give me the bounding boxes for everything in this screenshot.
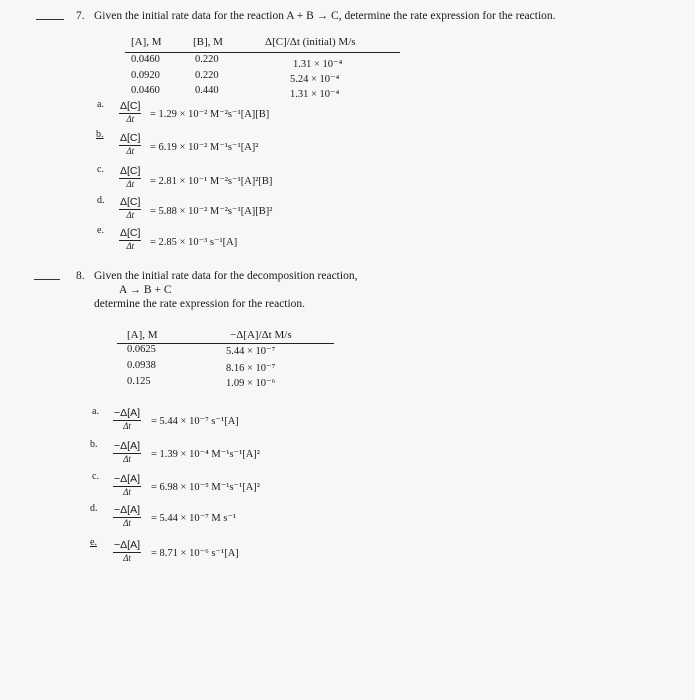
q7-choice-d-den: Δt <box>126 209 135 220</box>
q7-choice-d-num: Δ[C] <box>120 196 141 208</box>
q8-choice-a-expression: = 5.44 × 10⁻⁷ s⁻¹[A] <box>151 416 239 427</box>
q8-row2-a: 0.0938 <box>127 360 156 371</box>
q8-choice-e-expression: = 8.71 × 10⁻⁶ s⁻¹[A] <box>151 548 239 559</box>
q7-choice-e-letter: e. <box>97 225 104 236</box>
q8-header-rate: −Δ[A]/Δt M/s <box>230 329 292 341</box>
q7-choice-c-letter: c. <box>97 164 104 175</box>
q7-choice-b-letter: b. <box>96 129 104 140</box>
q8-choice-e-num: −Δ[A] <box>114 539 140 551</box>
q7-header-b: [B], M <box>193 36 223 48</box>
q7-header-rate: Δ[C]/Δt (initial) M/s <box>265 36 356 48</box>
q8-choice-c-expression: = 6.98 × 10⁻⁵ M⁻¹s⁻¹[A]² <box>151 482 260 493</box>
q8-row3-rate: 1.09 × 10⁻⁶ <box>226 378 276 389</box>
q8-choice-c-den: Δt <box>123 486 131 497</box>
q8-choice-b-expression: = 1.39 × 10⁻⁴ M⁻¹s⁻¹[A]² <box>151 449 260 460</box>
q8-choice-a-num: −Δ[A] <box>114 407 140 419</box>
q7-row2-rate: 5.24 × 10⁻⁴ <box>290 74 340 85</box>
q8-choice-d-fraction <box>113 505 141 528</box>
q7-choice-e-fraction <box>119 228 141 251</box>
q7-table-rule <box>125 52 400 53</box>
q8-choice-e-letter: e. <box>90 537 97 548</box>
q8-choice-c-num: −Δ[A] <box>114 473 140 485</box>
q8-choice-e-fraction <box>113 540 141 563</box>
q8-choice-d-den: Δt <box>123 517 131 528</box>
q7-question-text: Given the initial rate data for the reaction A + B → C, determine the rate expression for the reaction. <box>94 10 556 22</box>
q7-choice-d-expression: = 5.88 × 10⁻² M⁻²s⁻¹[A][B]² <box>150 206 273 217</box>
q7-choice-b-fraction <box>119 133 141 156</box>
q7-choice-e-den: Δt <box>126 240 135 251</box>
q8-choice-c-letter: c. <box>92 471 99 482</box>
q7-choice-d-fraction <box>119 197 141 220</box>
q7-choice-d-letter: d. <box>97 195 105 206</box>
q8-row2-rate: 8.16 × 10⁻⁷ <box>226 363 276 374</box>
q8-choice-b-fraction <box>113 441 141 464</box>
q7-choice-c-num: Δ[C] <box>120 165 141 177</box>
q7-choice-a-num: Δ[C] <box>120 100 141 112</box>
q8-number: 8. <box>76 270 85 282</box>
q8-answer-blank[interactable] <box>34 279 60 280</box>
q7-answer-blank[interactable] <box>36 19 64 20</box>
q8-choice-a-den: Δt <box>123 420 131 431</box>
q8-choice-a-letter: a. <box>92 406 99 417</box>
q8-row1-a: 0.0625 <box>127 344 156 355</box>
q7-row1-a: 0.0460 <box>131 54 160 65</box>
q7-choice-b-expression: = 6.19 × 10⁻² M⁻¹s⁻¹[A]² <box>150 142 259 153</box>
q8-choice-b-letter: b. <box>90 439 98 450</box>
q7-choice-a-den: Δt <box>126 113 135 124</box>
q7-choice-e-num: Δ[C] <box>120 227 141 239</box>
q7-choice-a-fraction <box>119 101 141 124</box>
q7-choice-c-den: Δt <box>126 178 135 189</box>
q7-choice-b-num: Δ[C] <box>120 132 141 144</box>
q8-choice-b-num: −Δ[A] <box>114 440 140 452</box>
q8-row1-rate: 5.44 × 10⁻⁷ <box>226 346 276 357</box>
q8-choice-d-num: −Δ[A] <box>114 504 140 516</box>
q7-row2-a: 0.0920 <box>131 70 160 81</box>
q7-row3-b: 0.440 <box>195 85 219 96</box>
q7-header-a: [A], M <box>131 36 162 48</box>
q7-choice-a-expression: = 1.29 × 10⁻² M⁻²s⁻¹[A][B] <box>150 109 270 120</box>
q8-header-a: [A], M <box>127 329 158 341</box>
q7-choice-a-letter: a. <box>97 99 104 110</box>
q7-row1-rate: 1.31 × 10⁻⁴ <box>293 59 343 70</box>
q8-row3-a: 0.125 <box>127 376 151 387</box>
q7-row3-rate: 1.31 × 10⁻⁴ <box>290 89 340 100</box>
q7-row2-b: 0.220 <box>195 70 219 81</box>
q7-row3-a: 0.0460 <box>131 85 160 96</box>
q8-line1: Given the initial rate data for the decomposition reaction, <box>94 270 358 282</box>
q8-choice-d-letter: d. <box>90 503 98 514</box>
q7-choice-e-expression: = 2.85 × 10⁻³ s⁻¹[A] <box>150 237 238 248</box>
q8-choice-a-fraction <box>113 408 141 431</box>
q8-choice-b-den: Δt <box>123 453 131 464</box>
q7-choice-c-expression: = 2.81 × 10⁻¹ M⁻²s⁻¹[A]²[B] <box>150 176 273 187</box>
q8-choice-c-fraction <box>113 474 141 497</box>
q8-choice-d-expression: = 5.44 × 10⁻⁷ M s⁻¹ <box>151 513 237 524</box>
q7-choice-c-fraction <box>119 166 141 189</box>
q7-number: 7. <box>76 10 85 22</box>
q8-choice-e-den: Δt <box>123 552 131 563</box>
q8-line3: determine the rate expression for the reaction. <box>94 298 306 310</box>
q7-choice-b-den: Δt <box>126 145 135 156</box>
q7-row1-b: 0.220 <box>195 54 219 65</box>
q8-reaction: A → B + C <box>119 284 172 296</box>
